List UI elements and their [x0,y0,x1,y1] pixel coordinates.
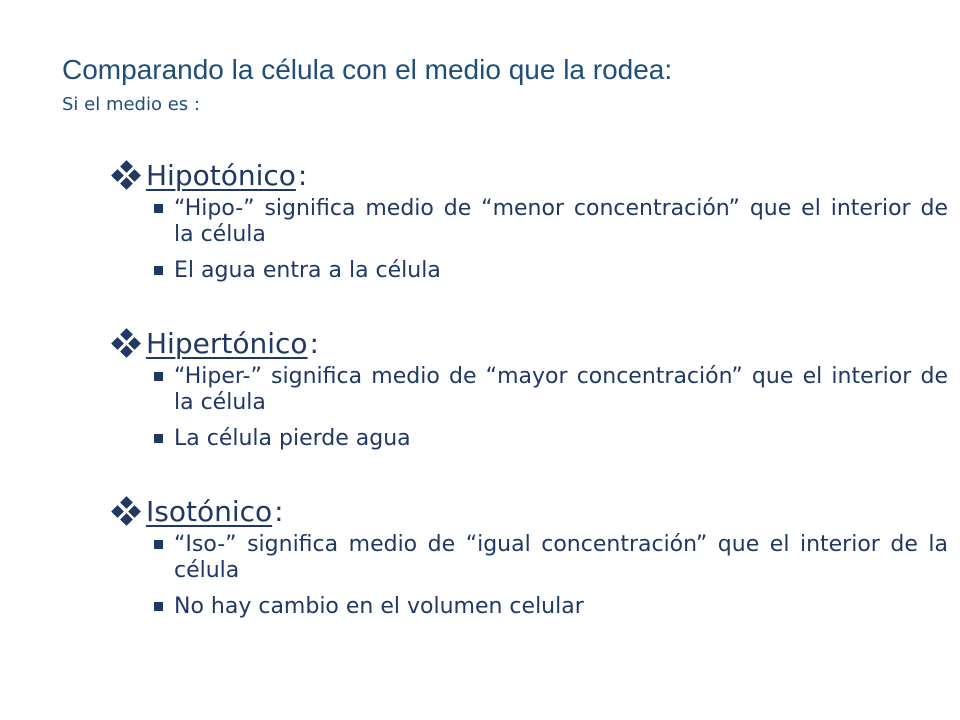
list-item [112,196,948,248]
bullet-text: La célula pierde agua [174,426,411,451]
section-heading [112,324,948,362]
bullet-list [112,196,948,284]
square-bullet-icon [154,372,163,381]
heading-colon: : [274,494,284,528]
square-bullet-icon [154,540,163,549]
heading-colon: : [297,158,308,192]
bullet-text: No hay cambio en el volumen celular [174,594,584,619]
section-heading-label: Hipertónico [146,326,308,360]
square-bullet-icon [154,204,163,213]
four-diamond-icon [112,497,140,525]
bullet-text: “Hipo-” significa medio de “menor concentración” que el interior de la célula [174,196,948,247]
list-item [112,532,948,584]
bullet-text: El agua entra a la célula [174,258,441,283]
four-diamond-icon [112,161,140,189]
square-bullet-icon [154,434,163,443]
bullet-text: “Iso-” significa medio de “igual concentración” que el interior de la célula [174,532,948,583]
bullet-list [112,364,948,452]
square-bullet-icon [154,602,163,611]
section-hipotonico [112,156,948,294]
slide-title: Comparando la célula con el medio que la rodea: [62,54,673,85]
section-heading-label: Hipotónico [146,158,296,192]
square-bullet-icon [154,266,163,275]
section-heading-label: Isotónico [146,494,273,528]
section-hipertonico [112,324,948,462]
bullet-text: “Hiper-” significa medio de “mayor concentración” que el interior de la célula [174,364,948,415]
section-isotonico [112,492,948,630]
section-heading [112,156,948,194]
list-item [112,364,948,416]
section-heading [112,492,948,530]
bullet-list [112,532,948,620]
list-item [112,594,948,620]
slide-subtitle: Si el medio es : [62,94,200,115]
heading-colon: : [309,326,319,360]
list-item [112,426,948,452]
list-item [112,258,948,284]
four-diamond-icon [112,329,140,357]
